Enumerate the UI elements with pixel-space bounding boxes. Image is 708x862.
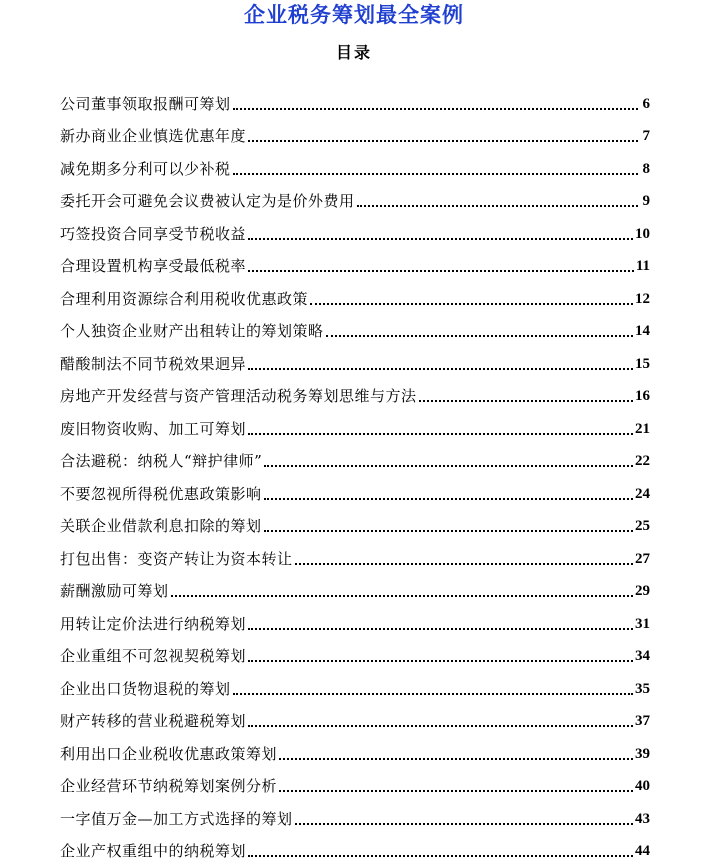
toc-heading: 目录 [0, 42, 708, 64]
toc-dot-leader [248, 725, 633, 727]
toc-entry-title: 合理设置机构享受最低税率 [60, 255, 246, 277]
toc-entry[interactable] [60, 537, 650, 570]
toc-page-number: 39 [635, 743, 650, 765]
toc-entry-title: 企业经营环节纳税筹划案例分析 [60, 775, 277, 797]
toc-dot-leader [295, 823, 633, 825]
toc-page-number: 27 [635, 548, 650, 570]
toc-dot-leader [248, 433, 633, 435]
toc-entry[interactable] [60, 505, 650, 538]
document-title: 企业税务筹划最全案例 [0, 2, 708, 28]
toc-entry[interactable] [60, 212, 650, 245]
toc-page-number: 25 [635, 515, 650, 537]
toc-entry[interactable] [60, 342, 650, 375]
toc-dot-leader [171, 595, 633, 597]
toc-page-number: 37 [635, 710, 650, 732]
toc-page-number: 34 [635, 645, 650, 667]
toc-entry-title: 企业出口货物退税的筹划 [60, 678, 231, 700]
toc-dot-leader [264, 530, 633, 532]
toc-entry-title: 新办商业企业慎选优惠年度 [60, 125, 246, 147]
toc-entry[interactable] [60, 180, 650, 213]
toc-entry-title: 打包出售：变资产转让为资本转让 [60, 548, 293, 570]
toc-entry[interactable] [60, 310, 650, 343]
toc-entry[interactable] [60, 602, 650, 635]
toc-entry-title: 减免期多分利可以少补税 [60, 158, 231, 180]
toc-dot-leader [248, 628, 633, 630]
toc-dot-leader [295, 563, 633, 565]
toc-entry[interactable] [60, 472, 650, 505]
toc-dot-leader [248, 855, 633, 857]
toc-dot-leader [419, 400, 633, 402]
toc-dot-leader [248, 368, 633, 370]
toc-entry[interactable] [60, 147, 650, 180]
toc-entry[interactable] [60, 830, 650, 862]
toc-entry[interactable] [60, 700, 650, 733]
toc-entry-title: 财产转移的营业税避税筹划 [60, 710, 246, 732]
toc-entry[interactable] [60, 667, 650, 700]
toc-dot-leader [310, 303, 633, 305]
toc-page-number: 29 [635, 580, 650, 602]
toc-dot-leader [248, 238, 633, 240]
toc-entry-title: 巧签投资合同享受节税收益 [60, 223, 246, 245]
toc-page-number: 24 [635, 483, 650, 505]
toc-page-number: 8 [640, 158, 650, 180]
toc-dot-leader [279, 758, 633, 760]
toc-dot-leader [357, 205, 638, 207]
toc-entry[interactable] [60, 797, 650, 830]
toc-entry-title: 用转让定价法进行纳税筹划 [60, 613, 246, 635]
toc-entry[interactable] [60, 635, 650, 668]
toc-page-number: 15 [635, 353, 650, 375]
toc-page-number: 6 [640, 93, 650, 115]
toc-page-number: 9 [640, 190, 650, 212]
toc-entry-title: 合理利用资源综合利用税收优惠政策 [60, 288, 308, 310]
toc-dot-leader [248, 270, 634, 272]
toc-entry-title: 醋酸制法不同节税效果迥异 [60, 353, 246, 375]
toc-entry-title: 个人独资企业财产出租转让的筹划策略 [60, 320, 324, 342]
toc-entry[interactable] [60, 407, 650, 440]
toc-entry-title: 公司董事领取报酬可筹划 [60, 93, 231, 115]
toc-entry-title: 委托开会可避免会议费被认定为是价外费用 [60, 190, 355, 212]
toc-page-number: 22 [635, 450, 650, 472]
toc-page-number: 16 [635, 385, 650, 407]
toc-page-number: 31 [635, 613, 650, 635]
toc-dot-leader [326, 335, 633, 337]
toc-entry[interactable] [60, 375, 650, 408]
toc-entry[interactable] [60, 765, 650, 798]
toc-page-number: 11 [636, 255, 650, 277]
toc-entry-title: 废旧物资收购、加工可筹划 [60, 418, 246, 440]
toc-dot-leader [279, 790, 633, 792]
toc-entry-title: 合法避税：纳税人“辩护律师” [60, 450, 262, 472]
toc-entry[interactable] [60, 82, 650, 115]
table-of-contents [60, 82, 650, 862]
toc-page-number: 12 [635, 288, 650, 310]
toc-dot-leader [233, 693, 633, 695]
toc-page-number: 21 [635, 418, 650, 440]
toc-entry[interactable] [60, 570, 650, 603]
toc-entry[interactable] [60, 732, 650, 765]
toc-entry-title: 房地产开发经营与资产管理活动税务筹划思维与方法 [60, 385, 417, 407]
toc-entry[interactable] [60, 245, 650, 278]
toc-entry-title: 关联企业借款利息扣除的筹划 [60, 515, 262, 537]
toc-entry-title: 企业产权重组中的纳税筹划 [60, 840, 246, 862]
toc-dot-leader [233, 173, 638, 175]
toc-entry-title: 薪酬激励可筹划 [60, 580, 169, 602]
toc-page-number: 44 [635, 840, 650, 862]
toc-entry-title: 企业重组不可忽视契税筹划 [60, 645, 246, 667]
toc-page-number: 35 [635, 678, 650, 700]
toc-page-number: 14 [635, 320, 650, 342]
toc-dot-leader [233, 108, 638, 110]
toc-dot-leader [264, 498, 633, 500]
toc-dot-leader [248, 140, 638, 142]
toc-entry[interactable] [60, 115, 650, 148]
toc-entry[interactable] [60, 277, 650, 310]
toc-page-number: 40 [635, 775, 650, 797]
toc-dot-leader [248, 660, 633, 662]
toc-entry[interactable] [60, 440, 650, 473]
toc-page-number: 43 [635, 808, 650, 830]
toc-entry-title: 一字值万金—加工方式选择的筹划 [60, 808, 293, 830]
toc-dot-leader [264, 465, 633, 467]
toc-entry-title: 利用出口企业税收优惠政策筹划 [60, 743, 277, 765]
toc-page-number: 10 [635, 223, 650, 245]
toc-page-number: 7 [640, 125, 650, 147]
toc-entry-title: 不要忽视所得税优惠政策影响 [60, 483, 262, 505]
